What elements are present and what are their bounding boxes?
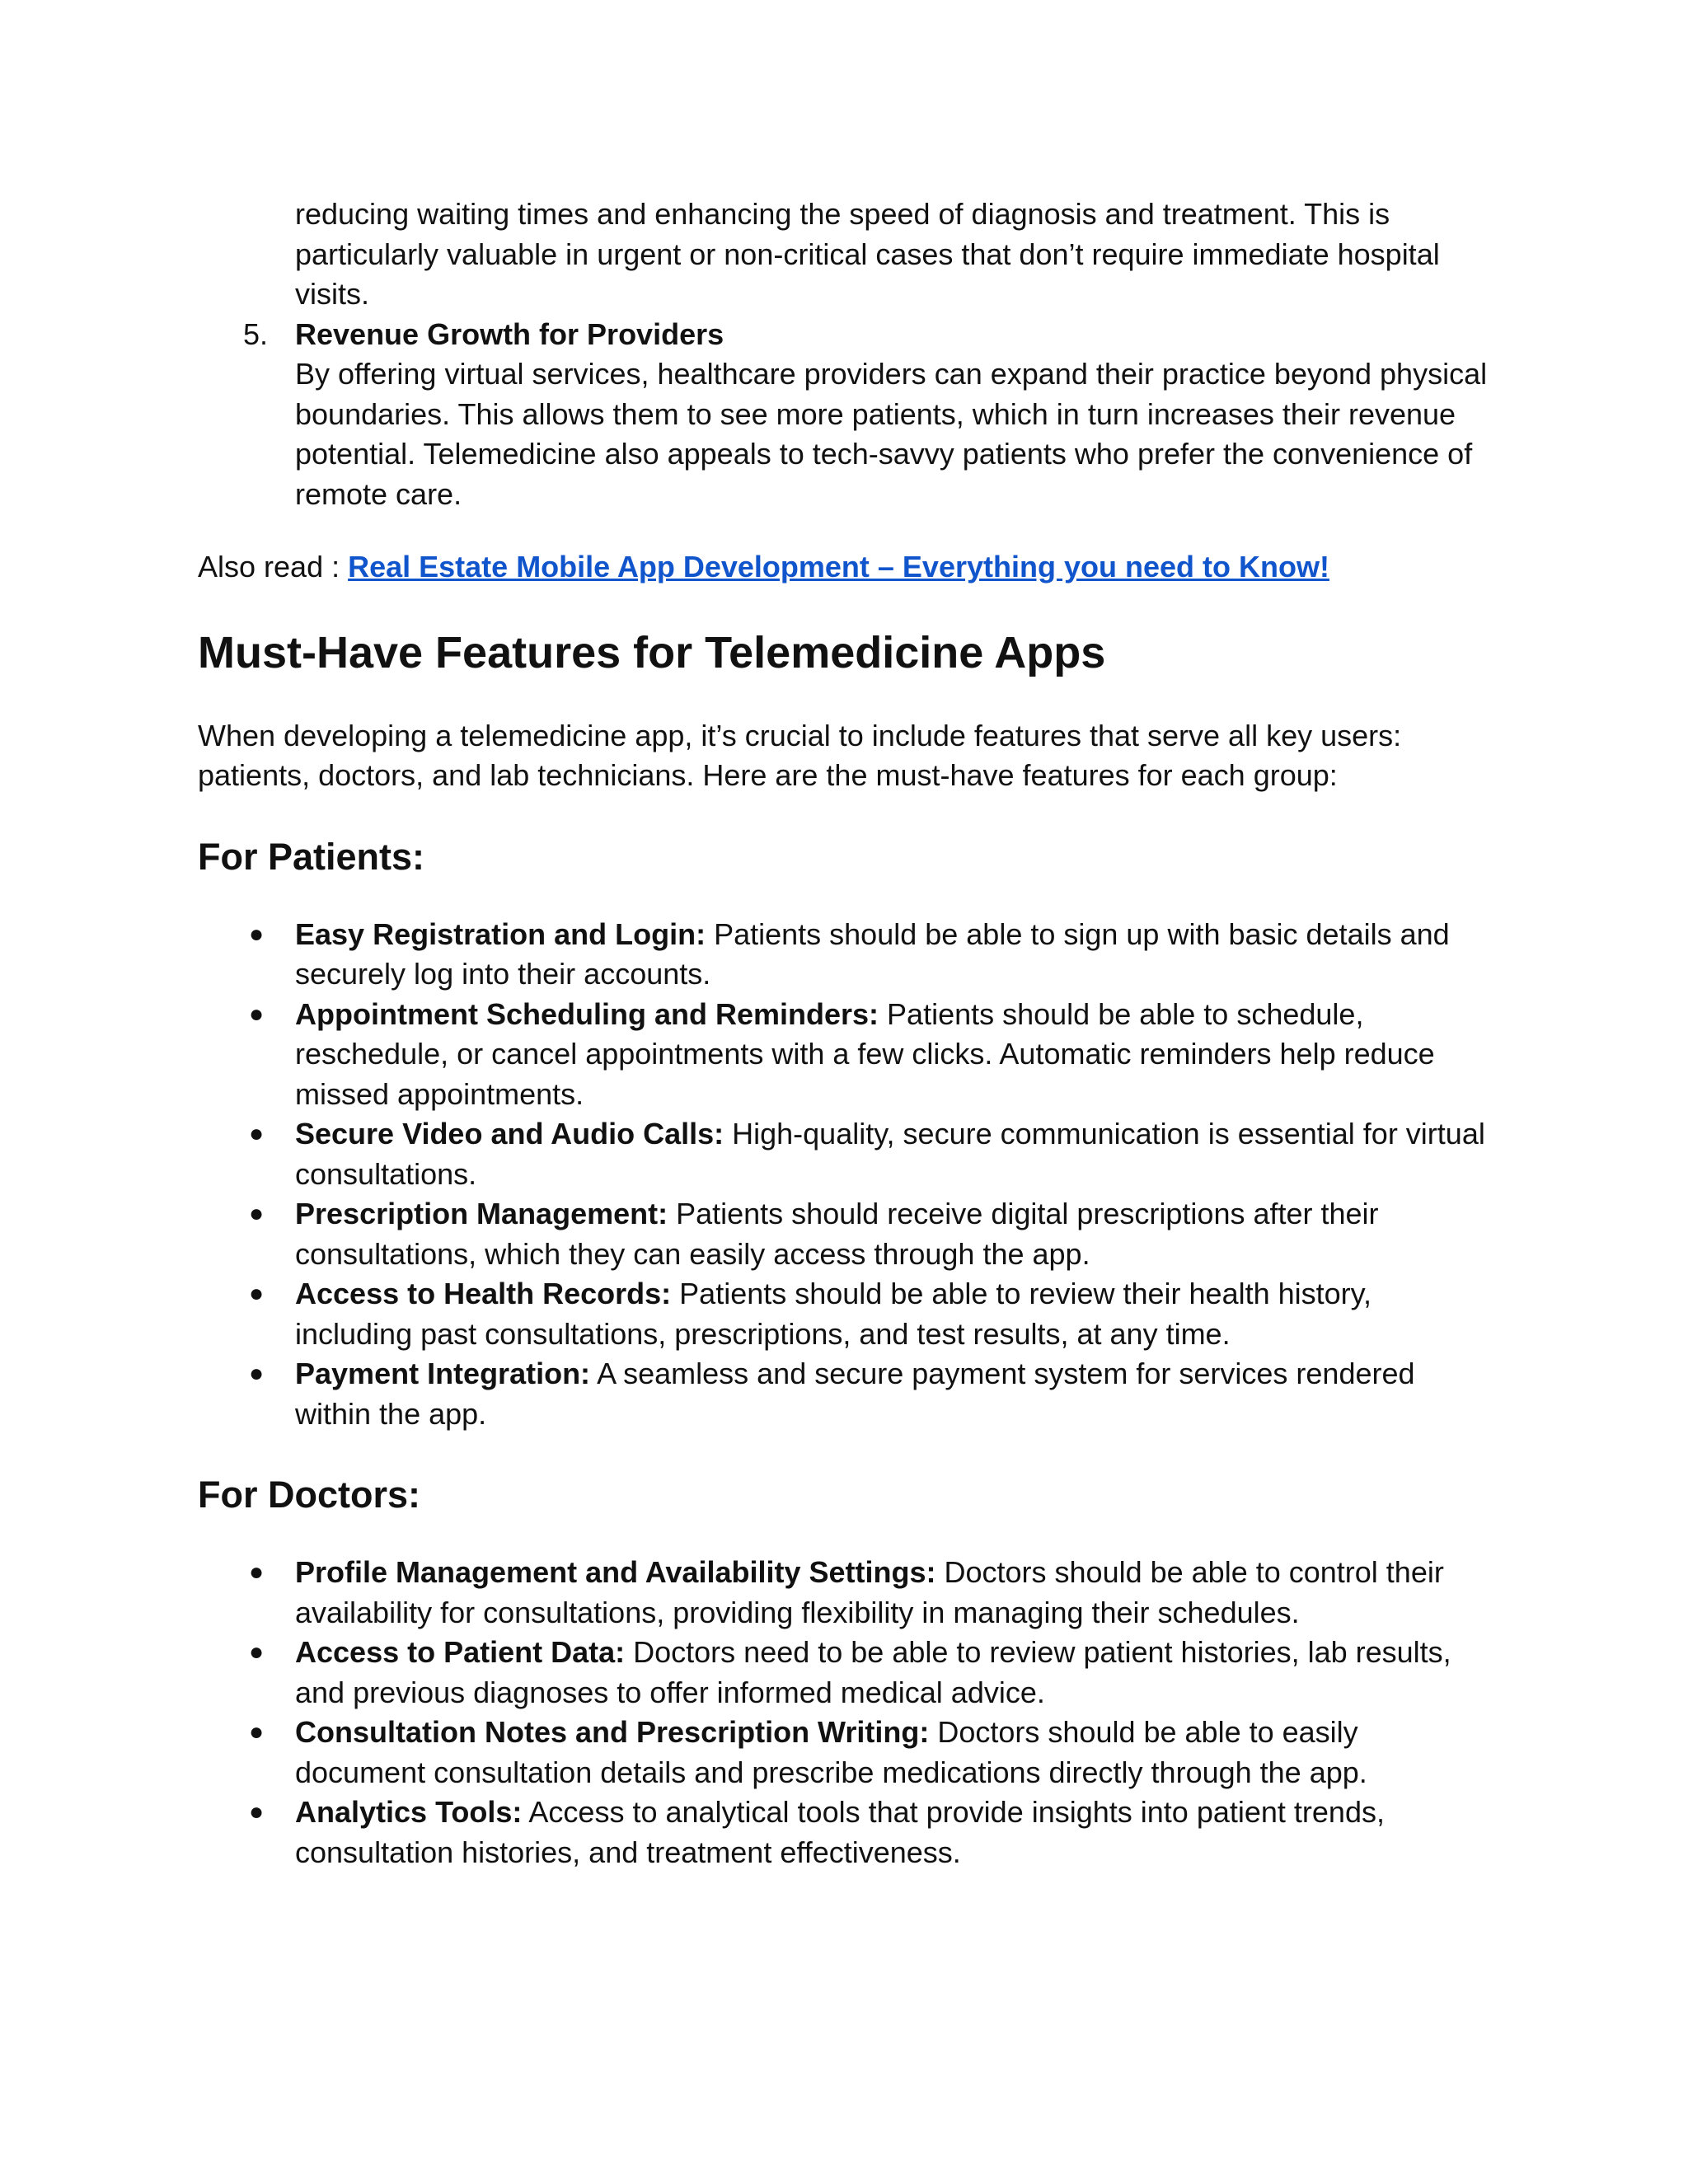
bullet-icon: ● (249, 1558, 265, 1586)
numbered-item-5 (198, 315, 1492, 515)
numbered-item-body: By offering virtual services, healthcare providers can expand their practice beyond physical boundaries. This allows them to see more patients, which in turn increases their revenue potential. Telemedicine also appeals to tech-savvy patients who prefer the convenience of remote care. (295, 357, 1488, 511)
list-item (198, 1633, 1492, 1713)
feature-text: A seamless and secure payment system for services rendered within the app. (295, 1357, 1415, 1431)
feature-text: Patients should receive digital prescriptions after their consultations, which they can easily access through the app. (295, 1197, 1379, 1271)
doctors-feature-list (198, 1553, 1492, 1872)
bullet-icon: ● (249, 920, 265, 948)
bullet-icon: ● (249, 1638, 265, 1666)
list-item (198, 1553, 1492, 1633)
feature-title: Access to Health Records: (295, 1277, 672, 1310)
feature-text: Doctors should be able to control their availability for consultations, providing flexibility in managing their schedules. (295, 1555, 1444, 1629)
section-intro: When developing a telemedicine app, it’s crucial to include features that serve all key users: patients, doctors, and lab technicians. Here are the must-have features for each group: (198, 718, 1402, 792)
numbered-item-title: Revenue Growth for Providers (295, 316, 724, 351)
feature-title: Consultation Notes and Prescription Writing: (295, 1715, 930, 1749)
list-item (198, 915, 1492, 995)
also-read-label: Also read : (198, 550, 349, 583)
list-item (198, 1194, 1492, 1274)
list-item (198, 1274, 1492, 1354)
feature-text: High-quality, secure communication is essential for virtual consultations. (295, 1117, 1485, 1191)
list-item (198, 1114, 1492, 1194)
section-heading: Must-Have Features for Telemedicine Apps (198, 627, 1106, 677)
patients-feature-list (198, 915, 1492, 1435)
also-read-line (198, 547, 1492, 588)
feature-title: Payment Integration: (295, 1357, 591, 1390)
list-item (198, 1354, 1492, 1434)
feature-text: Doctors should be able to easily document consultation details and prescribe medications directly through the app. (295, 1715, 1367, 1789)
bullet-icon: ● (249, 1000, 265, 1028)
feature-title: Profile Management and Availability Settings: (295, 1555, 936, 1589)
also-read-link[interactable]: Real Estate Mobile App Development – Everything you need to Know! (348, 550, 1329, 583)
feature-title: Secure Video and Audio Calls: (295, 1117, 724, 1151)
bullet-icon: ● (249, 1718, 265, 1746)
list-number: 5. (243, 316, 269, 351)
list-item (198, 1793, 1492, 1872)
feature-title: Prescription Management: (295, 1197, 668, 1230)
continuation-paragraph: reducing waiting times and enhancing the speed of diagnosis and treatment. This is particularly valuable in urgent or non-critical cases that don’t require immediate hospital visits. (295, 197, 1440, 311)
bullet-icon: ● (249, 1280, 265, 1307)
list-item (198, 995, 1492, 1115)
bullet-icon: ● (249, 1360, 265, 1387)
bullet-icon: ● (249, 1120, 265, 1147)
feature-text: Patients should be able to sign up with basic details and securely log into their accounts. (295, 916, 1450, 991)
patients-heading: For Patients: (198, 835, 425, 878)
feature-title: Easy Registration and Login: (295, 916, 706, 951)
bullet-icon: ● (249, 1798, 265, 1825)
feature-text: Doctors need to be able to review patient histories, lab results, and previous diagnoses to offer informed medical advice. (295, 1635, 1451, 1709)
feature-title: Appointment Scheduling and Reminders: (295, 996, 879, 1031)
feature-title: Access to Patient Data: (295, 1635, 626, 1669)
bullet-icon: ● (249, 1200, 265, 1227)
list-item (198, 1713, 1492, 1793)
doctors-heading: For Doctors: (198, 1474, 420, 1516)
feature-text: Patients should be able to review their health history, including past consultations, prescriptions, and test results, at any time. (295, 1277, 1372, 1351)
feature-text: Patients should be able to schedule, reschedule, or cancel appointments with a few clicks. Automatic reminders help reduce missed appointments. (295, 996, 1435, 1111)
feature-text: Access to analytical tools that provide insights into patient trends, consultation histories, and treatment effectiveness. (295, 1795, 1385, 1869)
feature-title: Analytics Tools: (295, 1795, 523, 1829)
document-page (198, 194, 1492, 1872)
